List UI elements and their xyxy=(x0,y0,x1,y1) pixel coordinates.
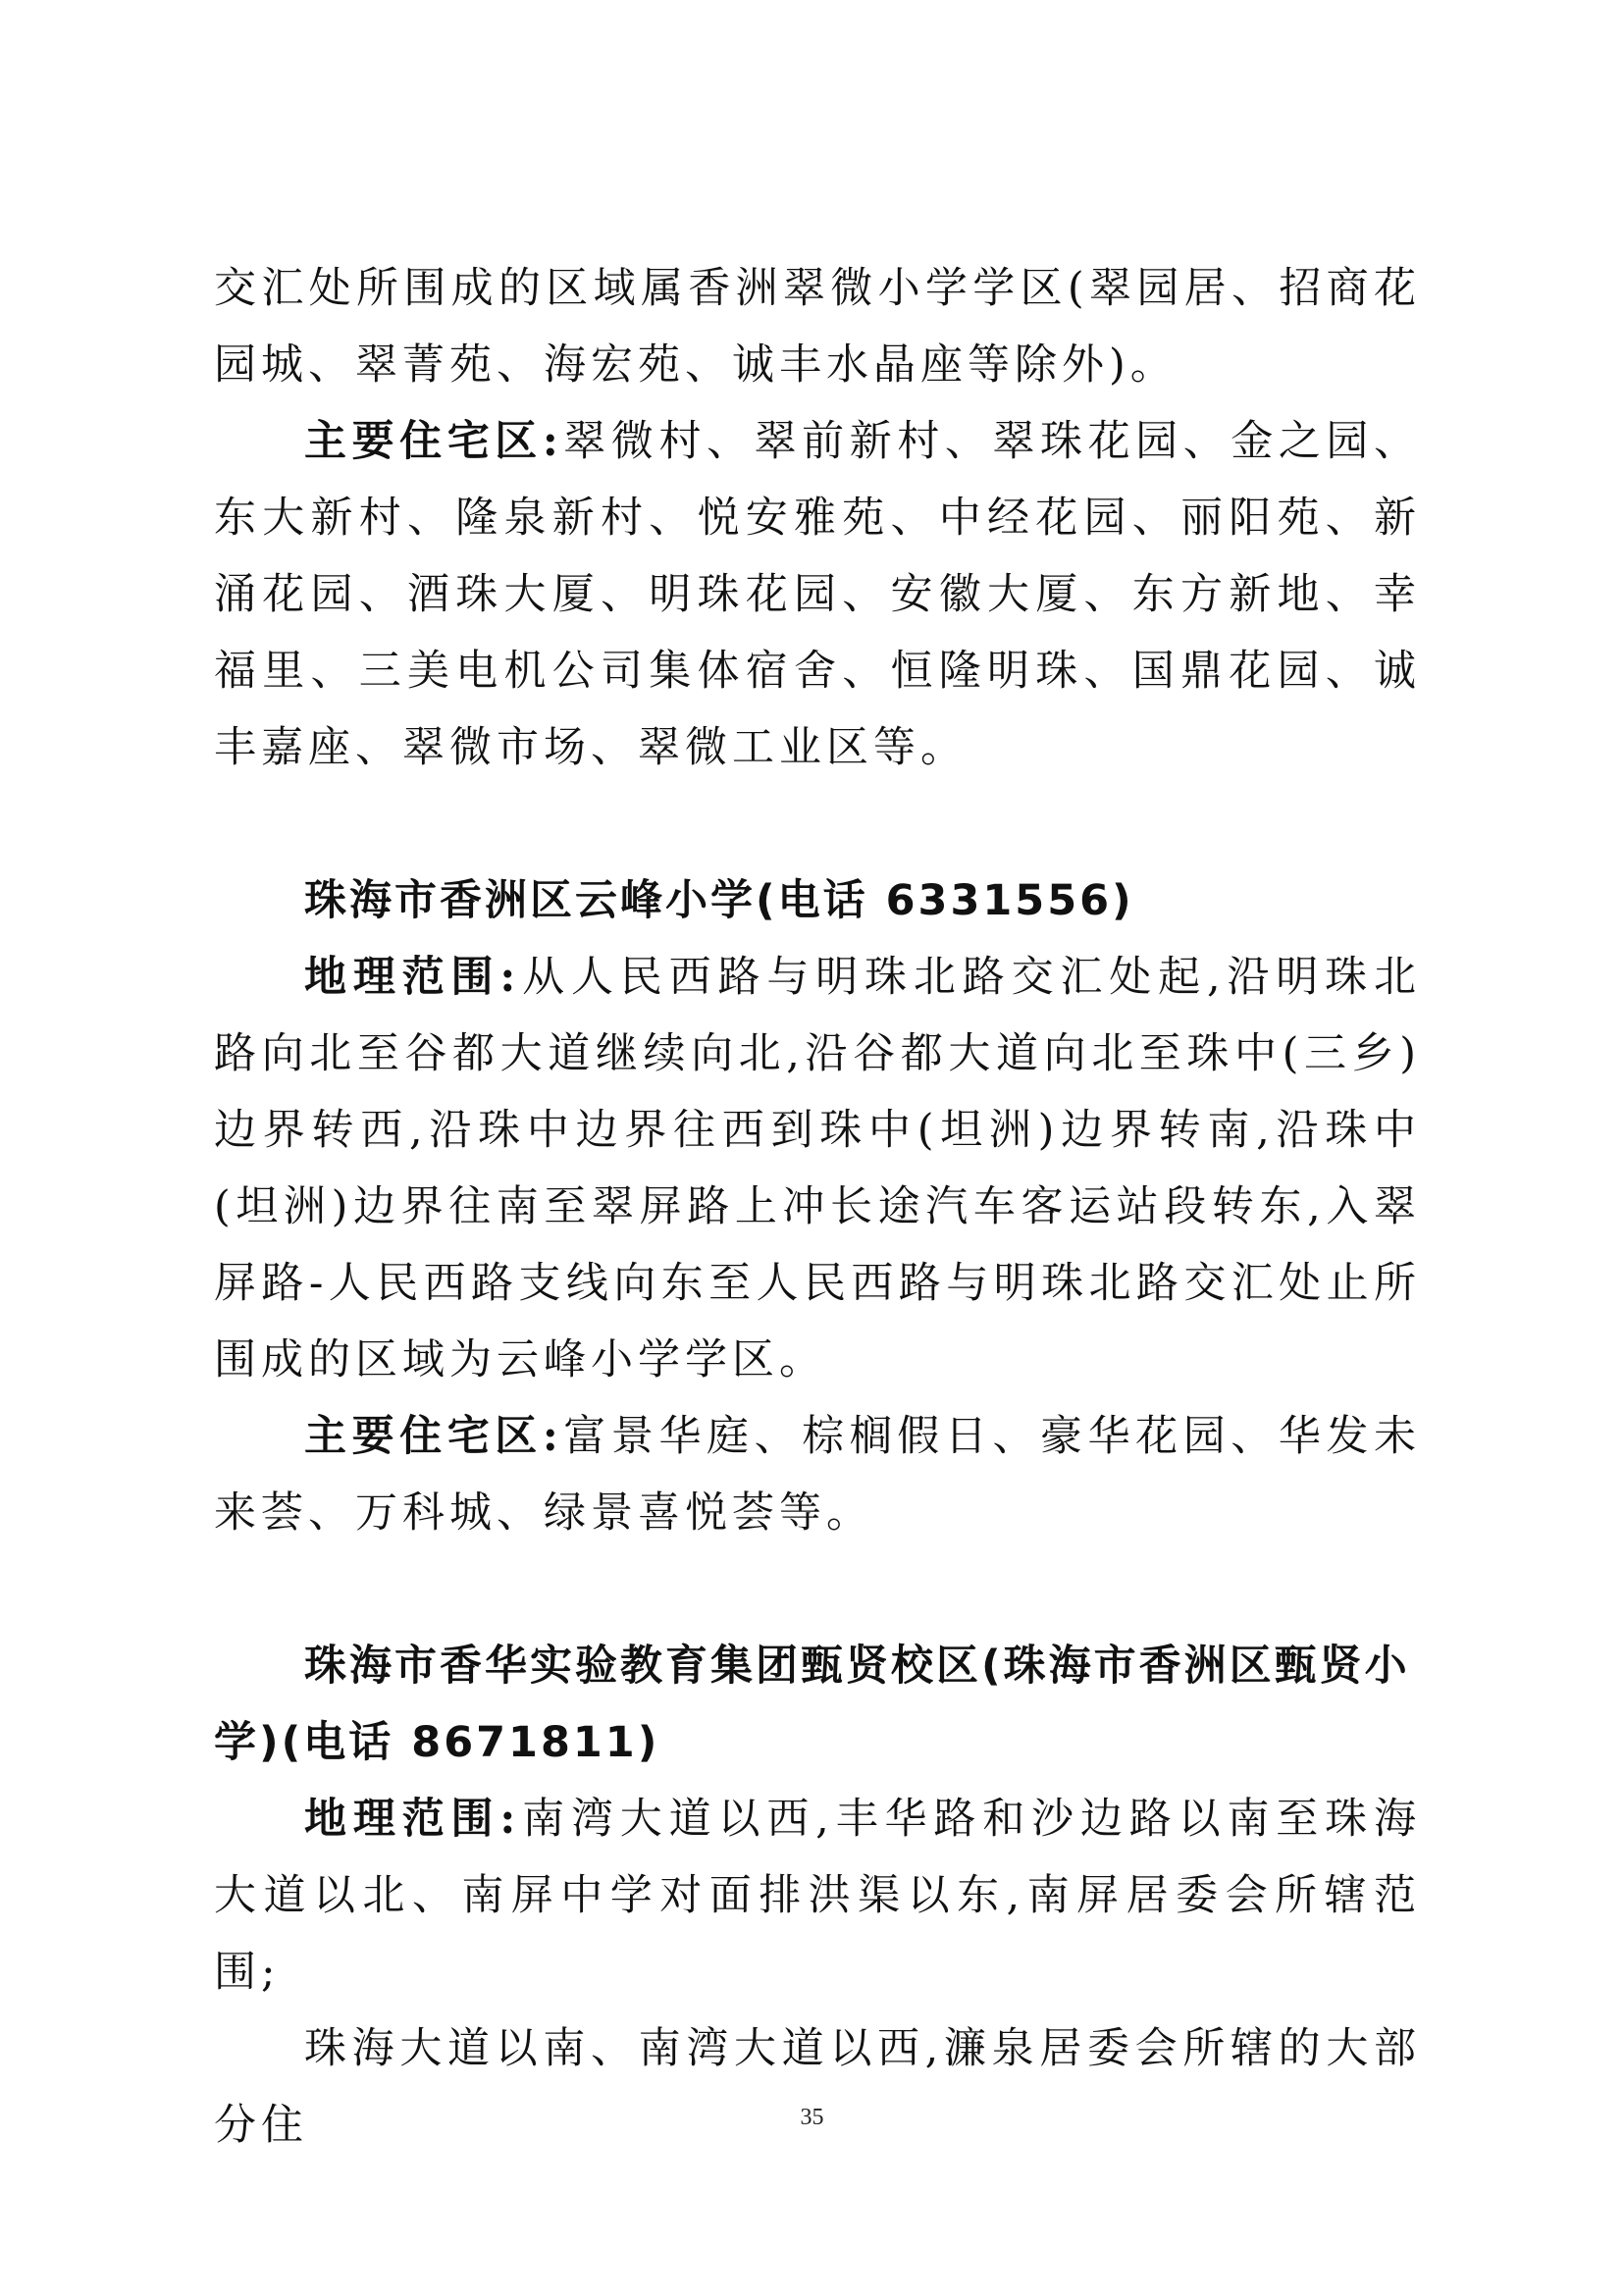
intro-continuation: 交汇处所围成的区域属香洲翠微小学学区(翠园居、招商花园城、翠菁苑、海宏苑、诚丰水晶座等除外)。 xyxy=(214,264,1421,390)
zhenxian-geo-text: 南湾大道以西,丰华路和沙边路以南至珠海大道以北、南屏中学对面排洪渠以东,南屏居委会所辖范围; xyxy=(214,1795,1422,1997)
section-spacer xyxy=(214,1551,1421,1628)
section-title-zhenxian: 珠海市香华实验教育集团甄贤校区(珠海市香洲区甄贤小学)(电话 8671811) xyxy=(214,1642,1410,1767)
section-spacer xyxy=(214,786,1421,862)
yunfeng-geo-text: 从人民西路与明珠北路交汇处起,沿明珠北路向北至谷都大道继续向北,沿谷都大道向北至珠中(三乡)边界转西,沿珠中边界往西到珠中(坦洲)边界转南,沿珠中(坦洲)边界往南至翠屏路上冲长途汽车客运站段转东,入翠屏路-人民西路支线向东至人民西路与明珠北路交汇处止所围成的区域为云峰小学学区。 xyxy=(214,953,1422,1384)
yunfeng-residential-text: 富景华庭、棕榈假日、豪华花园、华发未来荟、万科城、绿景喜悦荟等。 xyxy=(214,1412,1422,1538)
yunfeng-residential-paragraph xyxy=(214,1398,1421,1551)
intro-residential-paragraph xyxy=(214,403,1421,786)
zhenxian-geo-paragraph xyxy=(214,1781,1421,2010)
document-page xyxy=(214,250,1421,2164)
intro-residential-text: 翠微村、翠前新村、翠珠花园、金之园、东大新村、隆泉新村、悦安雅苑、中经花园、丽阳苑、新涌花园、酒珠大厦、明珠花园、安徽大厦、东方新地、幸福里、三美电机公司集体宿舍、恒隆明珠、国鼎花园、诚丰嘉座、翠微市场、翠微工业区等。 xyxy=(214,417,1422,772)
zhenxian-geo-label: 地理范围: xyxy=(304,1795,521,1844)
yunfeng-geo-paragraph xyxy=(214,939,1421,1398)
yunfeng-geo-label: 地理范围: xyxy=(304,953,521,1002)
page-number: 35 xyxy=(800,2105,824,2130)
section-title-yunfeng: 珠海市香洲区云峰小学(电话 6331556) xyxy=(304,876,1134,925)
zhenxian-extra-paragraph: 珠海大道以南、南湾大道以西,濂泉居委会所辖的大部分住 xyxy=(214,2024,1421,2150)
yunfeng-residential-label: 主要住宅区: xyxy=(304,1412,563,1461)
intro-residential-label: 主要住宅区: xyxy=(304,417,563,466)
